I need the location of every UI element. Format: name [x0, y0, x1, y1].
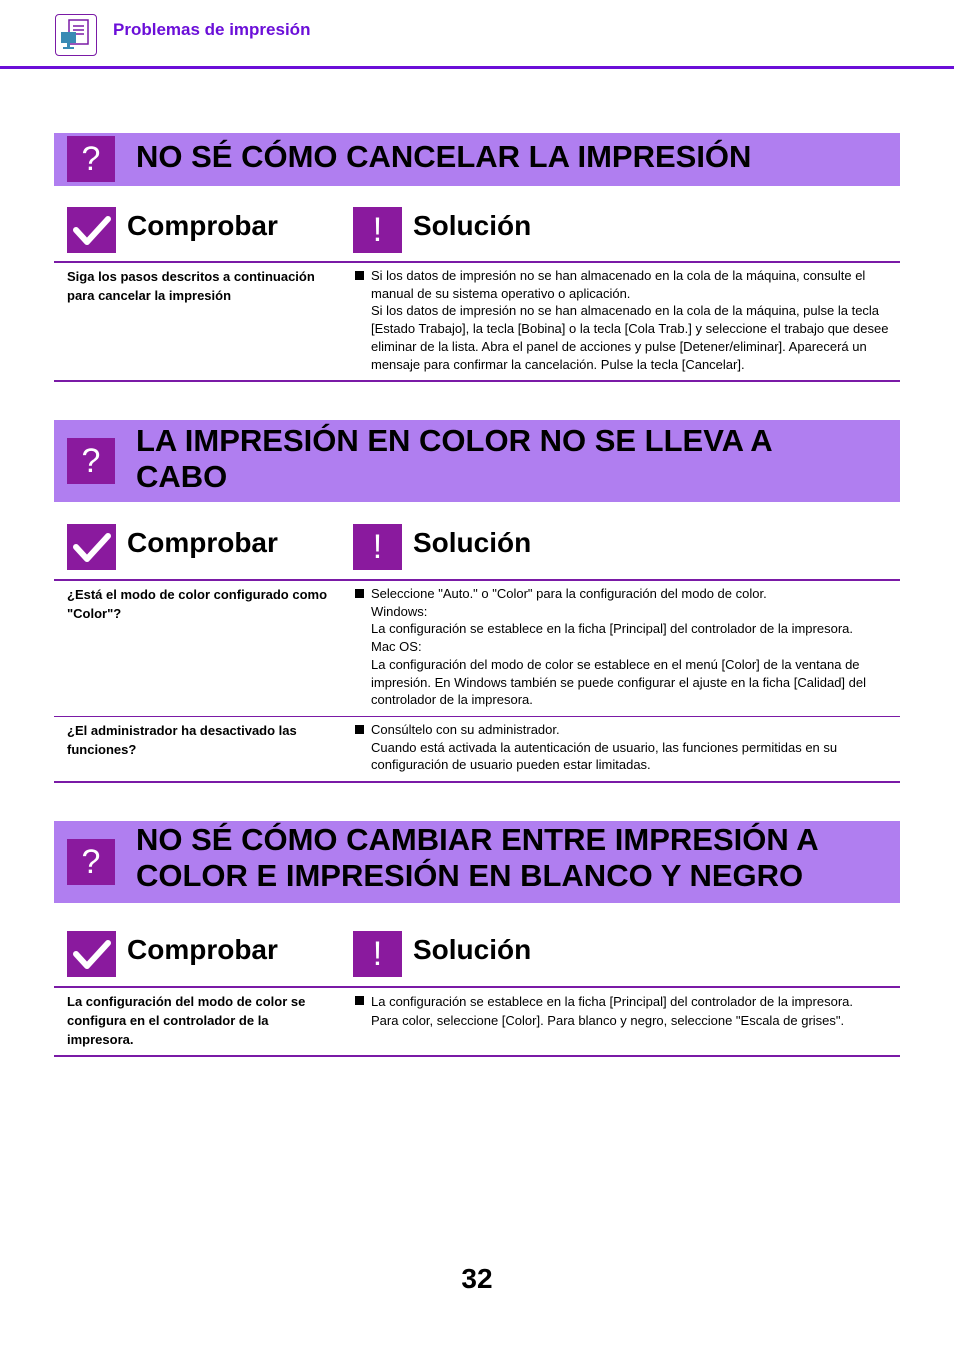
check-cell: La configuración del modo de color se configura en el controlador de la impresora.	[67, 994, 306, 1047]
solution-heading: Solución	[413, 934, 532, 965]
table-bottom-rule	[54, 1055, 900, 1057]
checkmark-icon	[67, 931, 116, 977]
table-row-divider	[54, 716, 900, 717]
table-bottom-rule	[54, 781, 900, 783]
solution-heading: Solución	[413, 210, 532, 241]
section-title: NO SÉ CÓMO CAMBIAR ENTRE IMPRESIÓN A COLOR E IMPRESIÓN EN BLANCO Y NEGRO	[136, 822, 818, 893]
check-cell: ¿El administrador ha desactivado las funciones?	[67, 723, 297, 757]
bullet-square	[355, 589, 364, 598]
bullet-square	[355, 996, 364, 1005]
bullet-square	[355, 271, 364, 280]
table-bottom-rule	[54, 380, 900, 382]
check-cell: Siga los pasos descritos a continuación para cancelar la impresión	[67, 269, 315, 303]
question-icon: ?	[67, 839, 115, 885]
exclamation-icon: !	[353, 524, 402, 570]
solution-cell: La configuración se establece en la ficha [Principal] del controlador de la impresora. Para color, seleccione [Color]. Para blanco y negro, seleccione "Escala de grises".	[371, 994, 853, 1028]
check-cell: ¿Está el modo de color configurado como "Color"?	[67, 587, 328, 621]
table-top-rule	[54, 579, 900, 581]
section-banner-cancel	[54, 133, 900, 186]
chapter-title[interactable]: Problemas de impresión	[113, 20, 311, 39]
solution-cell: Seleccione "Auto." o "Color" para la configuración del modo de color. Windows: La configuración se establece en la ficha [Principal] del controlador de la impresora. Mac OS: La configuración del modo de color se establece en el menú [Color] de la ventana de impresión. En Windows también se puede configurar el ajuste en la ficha [Calidad] del controlador de la impresora.	[371, 586, 866, 708]
solution-cell: Si los datos de impresión no se han almacenado en la cola de la máquina, consulte el manual de su sistema operativo o aplicación. Si los datos de impresión no se han almacenado en la cola de la máquina, pulse la tecla [Estado Trabajo], la tecla [Bobina] o la tecla [Cola Trab.] y seleccione el trabajo que desee eliminar de la lista. Abra el panel de acciones y pulse [Detener/eliminar]. Aparecerá un mensaje para confirmar la cancelación. Pulse la tecla [Cancelar].	[371, 268, 889, 372]
bullet-square	[355, 725, 364, 734]
solution-heading: Solución	[413, 527, 532, 558]
section-title: NO SÉ CÓMO CANCELAR LA IMPRESIÓN	[136, 139, 752, 174]
checkmark-icon	[67, 207, 116, 253]
table-top-rule	[54, 986, 900, 988]
page-number: 32	[461, 1263, 493, 1294]
check-heading: Comprobar	[127, 934, 278, 965]
section-title: LA IMPRESIÓN EN COLOR NO SE LLEVA A CABO	[136, 423, 772, 494]
exclamation-icon: !	[353, 207, 402, 253]
solution-cell: Consúltelo con su administrador. Cuando está activada la autenticación de usuario, las funciones permitidas en su configuración de usuario pueden estar limitadas.	[371, 722, 838, 773]
check-heading: Comprobar	[127, 527, 278, 558]
section-banner-color-bw	[54, 821, 900, 903]
header-divider	[0, 66, 954, 69]
section-banner-color-print	[54, 420, 900, 502]
check-heading: Comprobar	[127, 210, 278, 241]
question-icon: ?	[67, 438, 115, 484]
question-icon: ?	[67, 136, 115, 182]
checkmark-icon	[67, 524, 116, 570]
table-top-rule	[54, 261, 900, 263]
exclamation-icon: !	[353, 931, 402, 977]
printer-troubleshooting-icon	[55, 14, 97, 56]
